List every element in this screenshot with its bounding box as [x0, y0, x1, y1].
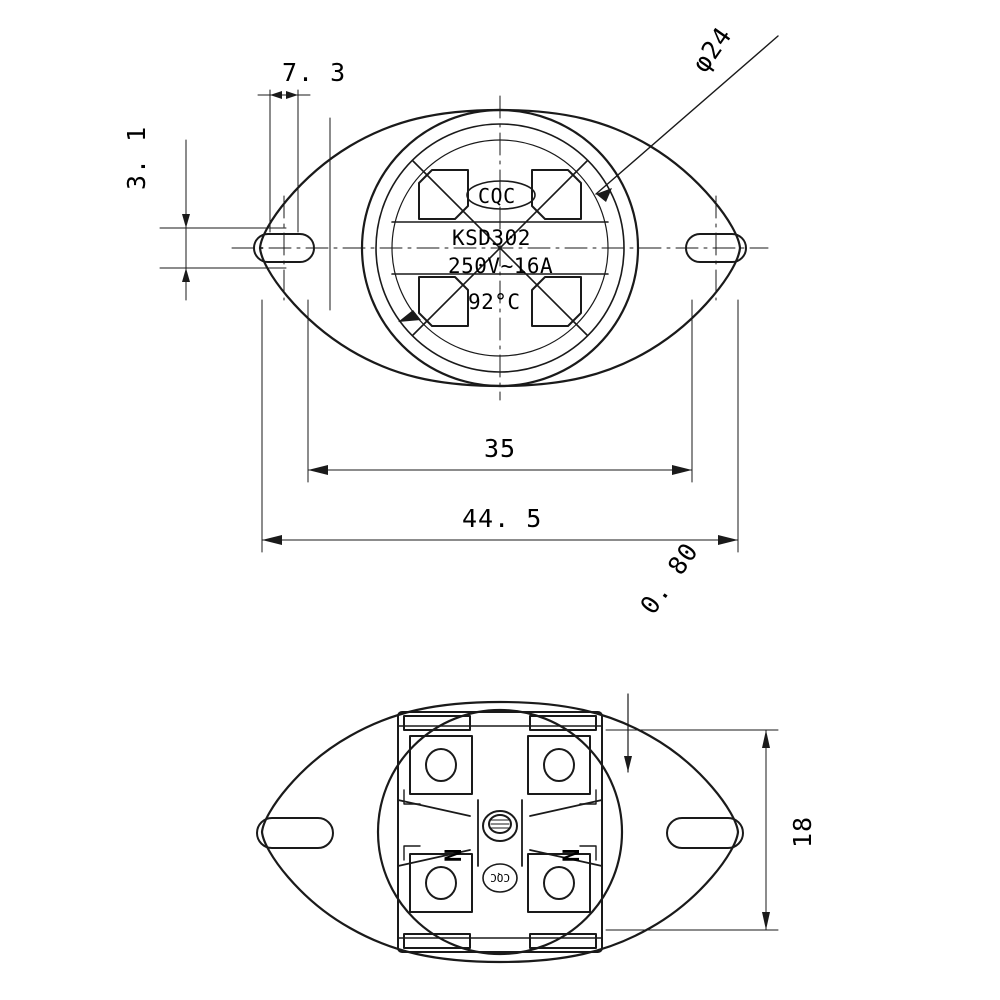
cqc-oval-outline — [466, 180, 536, 210]
rating-label: 250V~16A — [448, 254, 554, 278]
model-label: KSD302 — [452, 226, 531, 250]
terminal-label-right: N — [560, 848, 585, 862]
dim-diameter-24-label: φ24 — [686, 21, 738, 78]
cqc-mark-top: CQC — [478, 184, 516, 208]
temperature-label: 92°C — [468, 290, 521, 314]
terminal-label-left: N — [442, 848, 467, 862]
dim-44-5-label: 44. 5 — [462, 504, 543, 533]
dim-35-label: 35 — [484, 434, 517, 463]
bottom-view-group — [257, 694, 778, 962]
cqc-mark-bottom: CQC — [490, 871, 510, 884]
dim-7-3-label: 7. 3 — [282, 58, 347, 87]
dim-18-label: 18 — [788, 815, 817, 848]
dim-3-1-label: 3. 1 — [122, 125, 151, 190]
dim-0-80-label: 0. 80 — [634, 537, 705, 620]
